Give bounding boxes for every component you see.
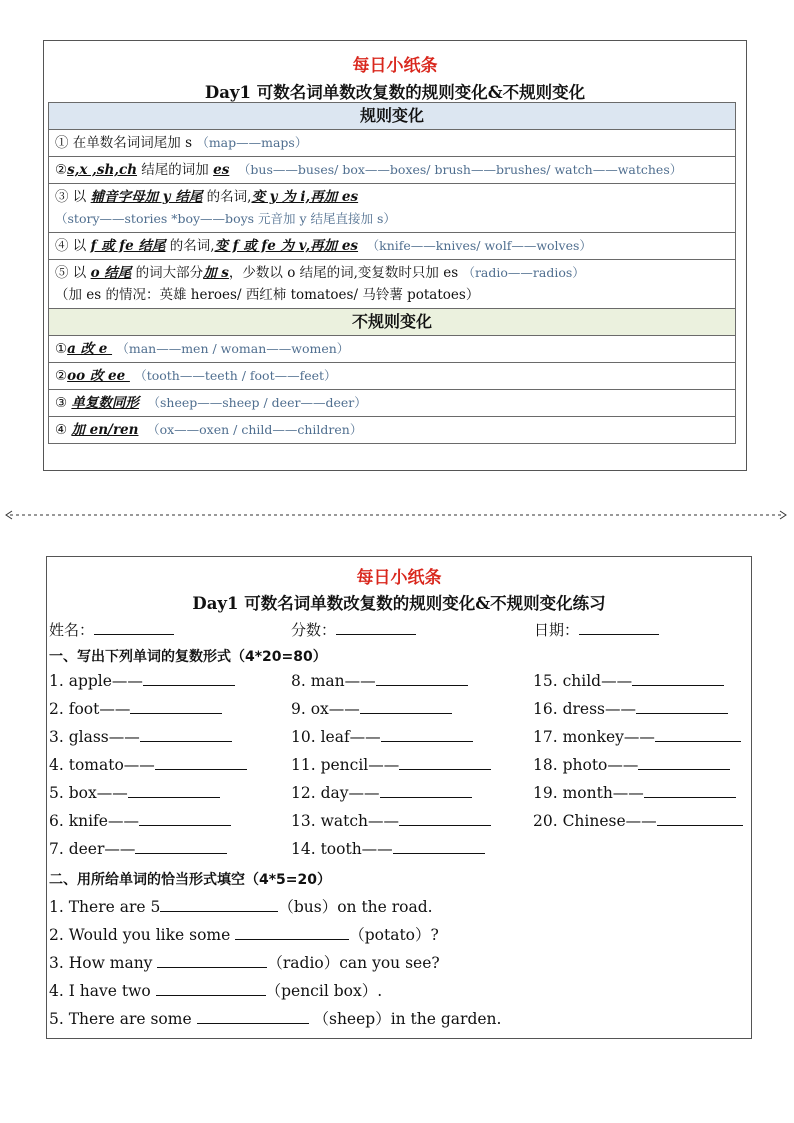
score-blank[interactable]	[336, 620, 416, 635]
rule-note: （加 es 的情况：英雄 heroes/ 西红柿 tomatoes/ 马铃薯 potatoes）	[55, 287, 480, 303]
answer-blank[interactable]	[632, 671, 724, 686]
rule-num: ③	[55, 395, 68, 411]
rule-emphasis: f 或 fe 结尾	[90, 238, 166, 254]
word-item	[49, 727, 232, 746]
rule-text: 的名词,	[165, 238, 215, 254]
word-item	[291, 783, 472, 802]
answer-blank[interactable]	[197, 1009, 309, 1024]
rule-emphasis: 加 s	[203, 265, 229, 281]
word-label: 3. glass——	[49, 728, 140, 746]
date-field[interactable]	[534, 619, 659, 640]
rules-table	[48, 102, 736, 444]
sentence-end: （potato）?	[349, 926, 439, 944]
rule-emphasis: 变 y 为 i,再加 es	[251, 189, 359, 205]
word-label: 11. pencil——	[291, 756, 400, 774]
answer-blank[interactable]	[399, 811, 491, 826]
word-item	[291, 727, 473, 746]
card-red-title: 每日小纸条	[352, 56, 438, 76]
answer-blank[interactable]	[380, 783, 472, 798]
rule-num: ③	[55, 189, 69, 205]
word-item	[291, 671, 468, 690]
rule-example: （radio——radios）	[462, 265, 585, 280]
date-label: 日期：	[534, 621, 580, 639]
word-label: 14. tooth——	[291, 840, 393, 858]
word-item	[533, 671, 724, 690]
answer-blank[interactable]	[636, 699, 728, 714]
card-red-title: 每日小纸条	[356, 568, 442, 588]
sentence-end: （pencil box）.	[265, 982, 383, 1000]
word-item	[533, 783, 736, 802]
rule-row	[49, 157, 736, 184]
word-label: 7. deer——	[49, 840, 136, 858]
word-item	[49, 755, 247, 774]
answer-blank[interactable]	[638, 755, 730, 770]
rule-example: （story——stories *boy——boys 元音加 y 结尾直接加 s）	[55, 211, 396, 226]
rule-num: ⑤	[55, 265, 69, 281]
name-field[interactable]	[49, 619, 174, 640]
answer-blank[interactable]	[135, 839, 227, 854]
sentence-item	[49, 951, 440, 973]
sentence-end: （bus）on the road.	[278, 898, 433, 916]
word-label: 16. dress——	[533, 700, 636, 718]
rule-row	[49, 130, 736, 157]
answer-blank[interactable]	[381, 727, 473, 742]
word-label: 1. apple——	[49, 672, 143, 690]
rule-text: 以	[68, 238, 91, 254]
rule-emphasis: a 改 e	[67, 341, 113, 357]
word-item	[49, 699, 222, 718]
exercise-card	[46, 556, 752, 1039]
rule-emphasis: 单复数同形	[71, 395, 139, 411]
rule-example: （knife——knives/ wolf——wolves）	[366, 238, 592, 253]
rule-num: ①	[55, 135, 69, 151]
answer-blank[interactable]	[155, 755, 247, 770]
answer-blank[interactable]	[143, 671, 235, 686]
rule-example: （bus——buses/ box——boxes/ brush——brushes/ watch——watches）	[237, 162, 683, 177]
answer-blank[interactable]	[140, 727, 232, 742]
word-label: 4. tomato——	[49, 756, 155, 774]
word-label: 20. Chinese——	[533, 812, 657, 830]
section1-heading: 一、写出下列单词的复数形式（4*20=80）	[49, 649, 327, 665]
word-label: 10. leaf——	[291, 728, 381, 746]
answer-blank[interactable]	[376, 671, 468, 686]
word-label: 2. foot——	[49, 700, 131, 718]
rule-num: ①	[55, 341, 68, 357]
name-blank[interactable]	[94, 620, 174, 635]
sentence-item	[49, 923, 439, 945]
word-label: 12. day——	[291, 784, 380, 802]
rule-emphasis: oo 改 ee	[67, 368, 130, 384]
card-subtitle: Day1 可数名词单数改复数的规则变化&不规则变化练习	[192, 594, 606, 613]
word-item	[291, 755, 491, 774]
answer-blank[interactable]	[235, 925, 349, 940]
answer-blank[interactable]	[655, 727, 741, 742]
answer-blank[interactable]	[644, 783, 736, 798]
word-item	[291, 839, 485, 858]
answer-blank[interactable]	[139, 811, 231, 826]
word-item	[291, 811, 491, 830]
word-item	[533, 699, 728, 718]
rule-emphasis: 加 en/ren	[71, 422, 139, 438]
sentence-item	[49, 979, 382, 1001]
word-item	[291, 699, 452, 718]
rule-row	[49, 233, 736, 260]
name-label: 姓名：	[49, 621, 95, 639]
word-label: 8. man——	[291, 672, 376, 690]
sentence-start: 1. There are 5	[49, 898, 161, 916]
rule-text: 的词大部分	[131, 265, 204, 281]
rule-text: 以	[68, 265, 91, 281]
sentence-start: 2. Would you like some	[49, 926, 236, 944]
sentence-item	[49, 895, 433, 917]
word-label: 9. ox——	[291, 700, 360, 718]
rule-example: （ox——oxen / child——children）	[147, 422, 363, 437]
word-item	[49, 671, 235, 690]
rule-num: ④	[55, 422, 68, 438]
answer-blank[interactable]	[130, 699, 222, 714]
answer-blank[interactable]	[360, 699, 452, 714]
rule-emphasis: o 结尾	[90, 265, 132, 281]
answer-blank[interactable]	[393, 839, 485, 854]
word-item	[533, 811, 743, 830]
score-field[interactable]	[291, 619, 416, 640]
rule-example: （tooth——teeth / foot——feet）	[134, 368, 337, 383]
rule-row	[49, 260, 736, 309]
sentence-end: （radio）can you see?	[267, 954, 440, 972]
word-item	[533, 727, 741, 746]
sentence-start: 4. I have two	[49, 982, 156, 1000]
rule-example: （man——men / woman——women）	[116, 341, 350, 356]
answer-blank[interactable]	[157, 953, 267, 968]
score-label: 分数：	[291, 621, 337, 639]
word-item	[49, 811, 231, 830]
word-label: 6. knife——	[49, 812, 139, 830]
rule-text: ，少数以 o 结尾的词,变复数时只加 es	[228, 265, 463, 281]
rule-example: （sheep——sheep / deer——deer）	[147, 395, 367, 410]
rule-text: 结尾的词加	[137, 162, 214, 178]
rule-row	[49, 184, 736, 233]
dashed-cut-line	[4, 509, 788, 521]
section2-heading: 二、用所给单词的恰当形式填空（4*5=20）	[49, 872, 332, 888]
date-blank[interactable]	[579, 620, 659, 635]
word-item	[533, 755, 730, 774]
word-item	[49, 839, 227, 858]
rule-text: 以	[68, 189, 91, 205]
word-label: 13. watch——	[291, 812, 399, 830]
answer-blank[interactable]	[128, 783, 220, 798]
rule-emphasis: es	[213, 162, 230, 178]
rule-emphasis: 辅音字母加 y 结尾	[90, 189, 203, 205]
rule-text: 的名词,	[202, 189, 252, 205]
rule-num: ④	[55, 238, 69, 254]
answer-blank[interactable]	[657, 811, 743, 826]
word-label: 5. box——	[49, 784, 128, 802]
irregular-row	[49, 363, 736, 390]
irregular-row	[49, 390, 736, 417]
rules-card	[43, 40, 747, 471]
answer-blank[interactable]	[156, 981, 266, 996]
answer-blank[interactable]	[160, 897, 278, 912]
word-label: 19. month——	[533, 784, 644, 802]
rule-text: 在单数名词词尾加 s	[68, 135, 197, 151]
sentence-start: 5. There are some	[49, 1010, 197, 1028]
card-subtitle: Day1 可数名词单数改复数的规则变化&不规则变化	[204, 83, 586, 102]
irregular-header: 不规则变化	[49, 309, 736, 336]
answer-blank[interactable]	[399, 755, 491, 770]
irregular-row	[49, 336, 736, 363]
irregular-row	[49, 417, 736, 444]
sentence-end: （sheep）in the garden.	[308, 1010, 502, 1028]
regular-header: 规则变化	[49, 103, 736, 130]
sentence-item	[49, 1007, 501, 1029]
word-item	[49, 783, 220, 802]
rule-example: （map——maps）	[196, 135, 308, 150]
rule-num: ②	[55, 162, 68, 178]
word-label: 15. child——	[533, 672, 633, 690]
word-label: 18. photo——	[533, 756, 639, 774]
sentence-start: 3. How many	[49, 954, 158, 972]
rule-emphasis: 变 f 或 fe 为 v,再加 es	[214, 238, 359, 254]
rule-emphasis: s,x ,sh,ch	[67, 162, 138, 178]
word-label: 17. monkey——	[533, 728, 655, 746]
rule-num: ②	[55, 368, 68, 384]
